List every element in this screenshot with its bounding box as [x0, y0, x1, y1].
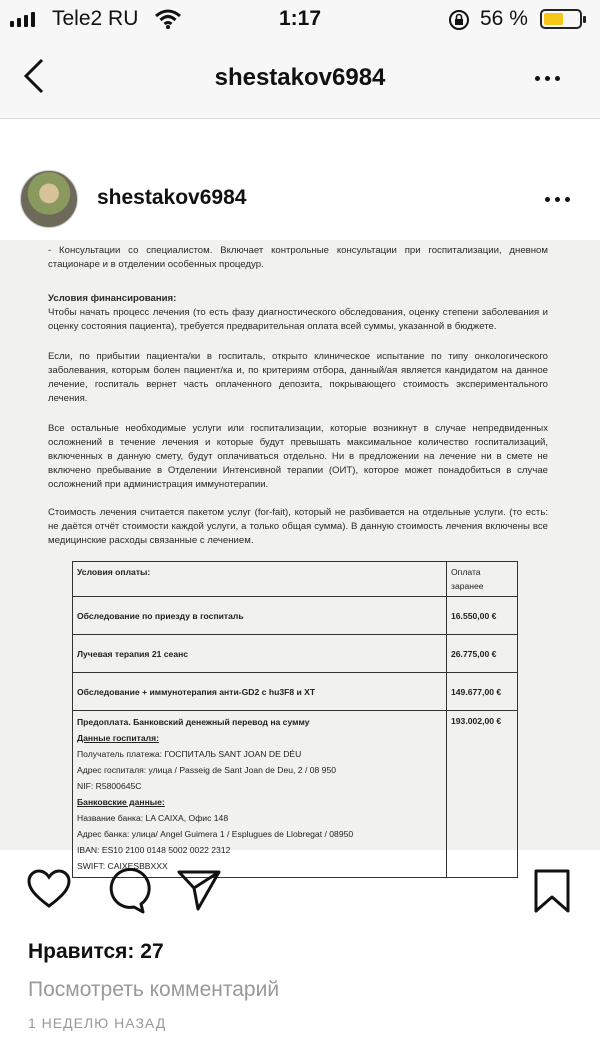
view-comments-link[interactable]: Посмотреть комментарий — [28, 978, 280, 1001]
table-header-left: Условия оплаты: — [73, 562, 447, 597]
share-icon[interactable] — [176, 868, 222, 917]
navigation-bar — [0, 40, 600, 119]
table-row-label: Лучевая терапия 21 сеанс — [73, 635, 447, 673]
rotation-lock-icon — [447, 8, 471, 37]
table-row-amount: 26.775,00 € — [447, 635, 518, 673]
doc-intro-line: - Консультации со специалистом. Включает контрольные консультации при госпитализации, дневном стационаре и в отделении особенных процедур. — [48, 245, 548, 270]
doc-trial-text: Если, по прибытии пациента/ки в госпиталь, открыто клиническое испытание по типу онкологического заболевания, которым болен пациент/ка и, по критериям отбора, данный/ая является кандидатом на данное лечение, госпиталь вернет часть оплаченного депозита, покрывающего стоимость экспериментального лечения. — [48, 351, 548, 404]
hospital-address-line: Адрес госпиталя: улица / Passeig de Sant Joan de Deu, 2 / 08 950 — [77, 765, 337, 775]
table-header-row — [73, 562, 518, 597]
doc-financing-block — [48, 292, 548, 334]
table-header-right: Оплата заранее — [447, 562, 518, 597]
bank-address-line: Адрес банка: улица/ Angel Guimera 1 / Esplugues de Llobregat / 08950 — [77, 829, 354, 839]
document-page — [36, 240, 568, 871]
swift-line: SWIFT: CAIXESBBXXX — [77, 861, 168, 871]
post-image[interactable] — [0, 240, 600, 871]
table-row-prepayment — [73, 711, 518, 878]
doc-financing-heading: Условия финансирования: — [48, 293, 177, 304]
avatar[interactable] — [20, 170, 78, 228]
status-bar — [0, 0, 600, 40]
post-more-options-icon[interactable] — [545, 197, 570, 202]
hospital-data-heading: Данные госпиталя: — [77, 733, 159, 743]
post-time-ago: 1 НЕДЕЛЮ НАЗАД — [28, 1015, 167, 1031]
post-actions — [0, 868, 600, 924]
battery-percent: 56 % — [480, 7, 528, 30]
heart-icon[interactable] — [26, 868, 72, 915]
table-row-amount: 149.677,00 € — [447, 673, 518, 711]
table-row-label: Обследование по приезду в госпиталь — [73, 597, 447, 635]
table-row-amount: 16.550,00 € — [447, 597, 518, 635]
previous-post-time-cutoff — [28, 112, 33, 121]
table-row — [73, 673, 518, 711]
clock: 1:17 — [278, 7, 322, 30]
table-row — [73, 597, 518, 635]
doc-financing-text: Чтобы начать процесс лечения (то есть фазу диагностического обследования, оценку степени заболевания и оценку состояния пациента), требуется предварительная оплата всей суммы, указанной в бюджете. — [48, 307, 548, 332]
recipient-line: Получатель платежа: ГОСПИТАЛЬ SANT JOAN DE DÉU — [77, 749, 302, 759]
bank-name-line: Название банка: LA CAIXA, Офис 148 — [77, 813, 229, 823]
nif-line: NIF: R5800645C — [77, 781, 142, 791]
doc-package-text: Стоимость лечения считается пакетом услуг (for-fait), который не разбивается на отдельные услуги. (то есть: не даётся отчёт стоимости каждой услуги, а только общая сумма). В данную стоимость лечения включены все медицинские расходы связанные с лечением. — [48, 507, 548, 546]
battery-icon — [540, 9, 582, 29]
bookmark-icon[interactable] — [532, 868, 572, 919]
post-username[interactable]: shestakov6984 — [97, 186, 247, 209]
prepayment-details — [73, 711, 447, 878]
table-row — [73, 635, 518, 673]
page-title: shestakov6984 — [214, 64, 386, 91]
more-options-icon[interactable] — [535, 76, 560, 81]
doc-other-services-text: Все остальные необходимые услуги или госпитализации, которые возникнут в случае непредвиденных осложнений в течение лечения и которые будут превышать максимальное количество госпитализаций, включенных в данную смету, будут оплачиваться отдельно. Ни в предложении на лечение ни в смете не включено пребывание в Отделении Интенсивной терапии (ОИТ), которое может понадобиться в случае осложнений при администрация иммунотерапии. — [48, 423, 548, 490]
carrier-name: Tele2 RU — [52, 7, 139, 30]
post-header — [0, 168, 600, 230]
prepayment-title: Предоплата. Банковский денежный перевод на сумму — [77, 717, 310, 727]
bank-data-heading: Банковские данные: — [77, 797, 165, 807]
prepayment-amount: 193.002,00 € — [447, 711, 518, 878]
payment-table — [72, 561, 518, 878]
comment-icon[interactable] — [101, 868, 147, 919]
table-row-label: Обследование + иммунотерапия анти-GD2 с hu3F8 и XT — [73, 673, 447, 711]
iban-line: IBAN: ES10 2100 0148 5002 0022 2312 — [77, 845, 231, 855]
likes-count[interactable]: Нравится: 27 — [28, 940, 164, 963]
